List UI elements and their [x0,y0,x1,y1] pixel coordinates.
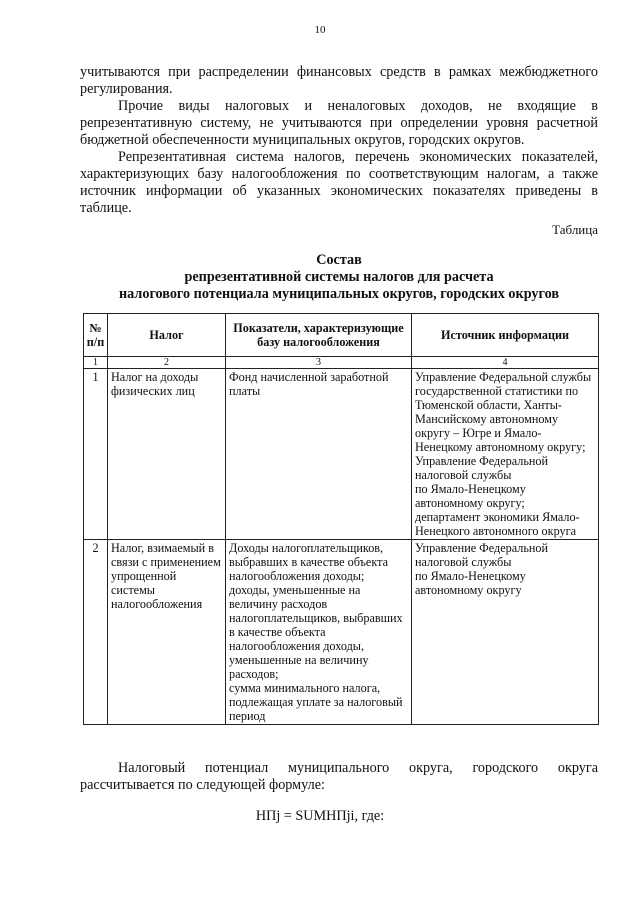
header-cell-indicators: Показатели, характеризующие базу налогообложения [226,314,412,357]
cell-tax: Налог на доходы физических лиц [108,369,226,540]
paragraph: Налоговый потенциал муниципального округа, городского округа рассчитывается по следующей формуле: [80,760,598,793]
cell-source: Управление Федеральной службы государственной статистики по Тюменской области, Ханты-Мансийскому автономному округу – Югре и Ямало-Ненецкому автономному округу; Управление Федеральной налоговой службы по Ямало-Ненецкому автономному округу; департамент экономики Ямало-Ненецкого автономного округа [412,369,599,540]
cell-indicators: Фонд начисленной заработной платы [226,369,412,540]
table-title [80,252,598,303]
cell-indicators: Доходы налогоплательщиков, выбравших в качестве объекта налогообложения доходы; доходы, уменьшенные на величину расходов налогоплательщиков, выбравших в качестве объекта налогообложения доходы, уменьшенные на величину расходов; сумма минимального налога, подлежащая уплате за налоговый период [226,540,412,725]
title-line: налогового потенциала муниципальных округов, городских округов [119,286,559,302]
paragraph: Репрезентативная система налогов, перечень экономических показателей, характеризующих базу налогообложения по соответствующим налогам, а также источник информации об указанных экономических показателях приведены в таблице. [80,149,598,216]
cell-source: Управление Федеральной налоговой службы по Ямало-Ненецкому автономному округу [412,540,599,725]
column-number: 4 [412,357,599,369]
table-header-row [84,314,599,357]
title-line: Состав [316,252,362,268]
paragraph: Прочие виды налоговых и неналоговых доходов, не входящие в репрезентативную систему, не учитываются при определении уровня расчетной бюджетной обеспеченности муниципальных округов, городских округов. [80,98,598,148]
column-number-row [84,357,599,369]
cell-tax: Налог, взимаемый в связи с применением упрощенной системы налогообложения [108,540,226,725]
header-cell-source: Источник информации [412,314,599,357]
intro-text [80,64,598,217]
column-number: 2 [108,357,226,369]
title-line: репрезентативной системы налогов для расчета [184,269,494,285]
row-number: 2 [84,540,108,725]
table-label: Таблица [552,222,598,237]
table-row [84,369,599,540]
column-number: 3 [226,357,412,369]
outro-text [80,760,598,794]
header-cell-tax: Налог [108,314,226,357]
formula: НПj = SUMНПji, где: [255,808,385,824]
tax-table [83,313,599,725]
page-number: 10 [314,24,326,36]
paragraph: учитываются при распределении финансовых средств в рамках межбюджетного регулирования. [80,64,598,97]
column-number: 1 [84,357,108,369]
header-cell-num: № п/п [84,314,108,357]
row-number: 1 [84,369,108,540]
table-row [84,540,599,725]
